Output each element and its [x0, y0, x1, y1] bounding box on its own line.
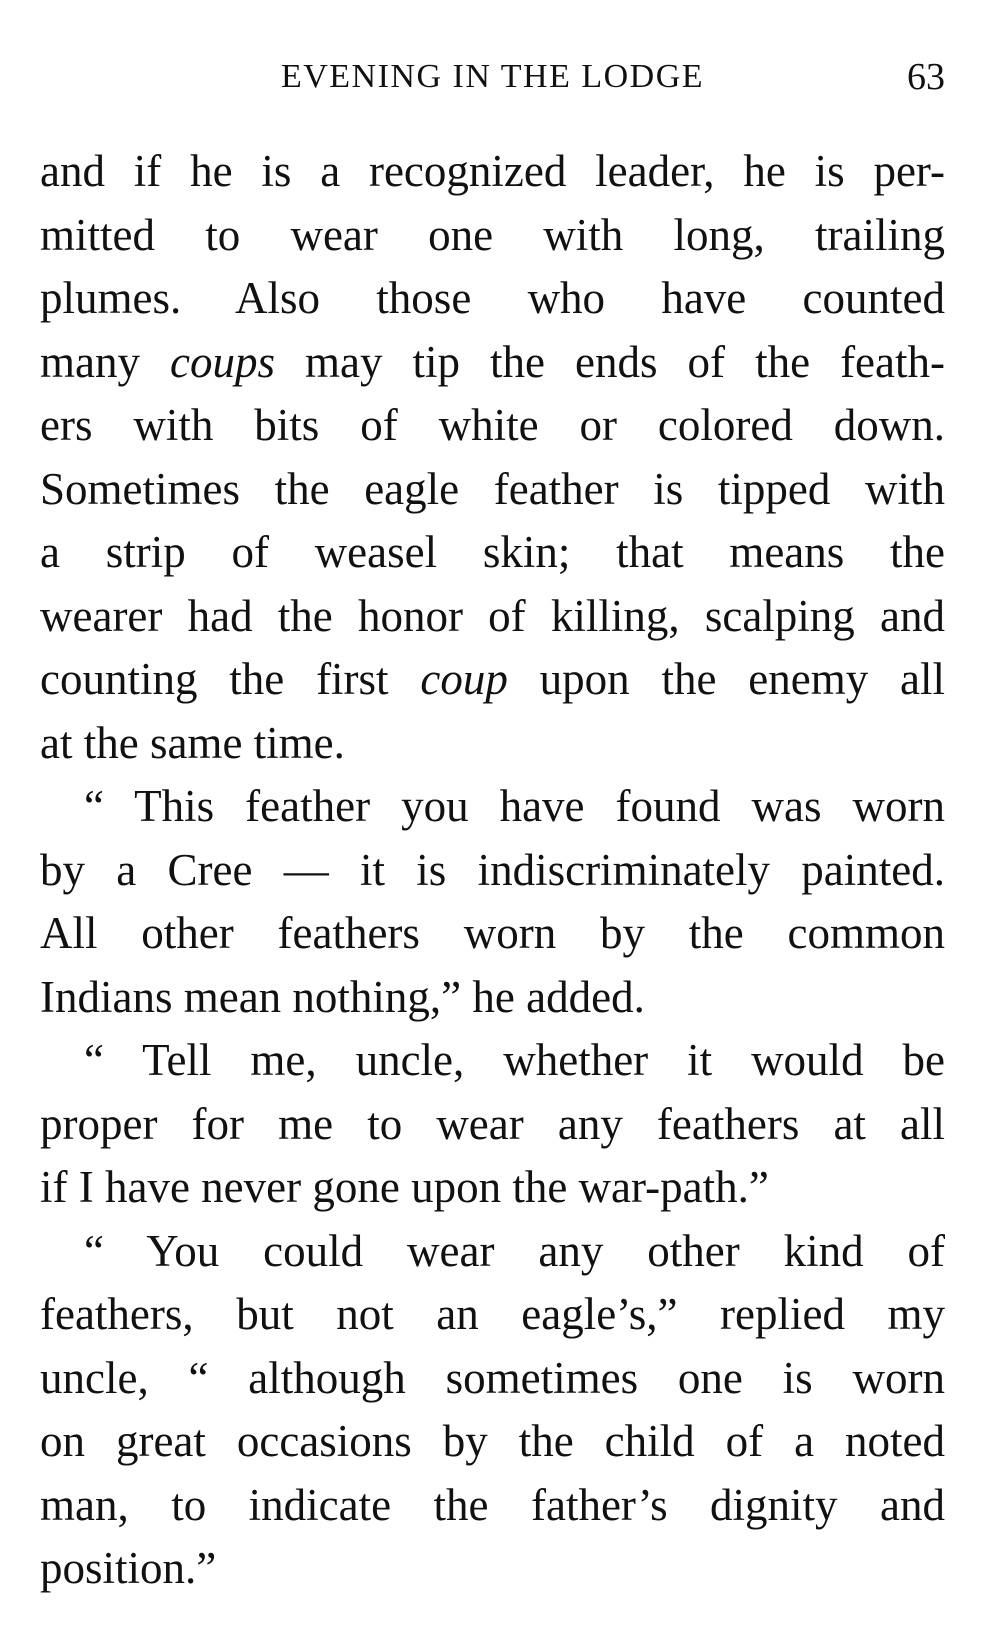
text-line: plumes. Also those who have counted [40, 273, 945, 323]
text-line: at the same time. [40, 717, 345, 768]
text-line: Indians mean nothing,” he added. [40, 971, 645, 1022]
text-line: “ Tell me, uncle, whether it would be [84, 1035, 945, 1085]
text-line: on great occasions by the child of a noted [40, 1416, 945, 1466]
text-line: mitted to wear one with long, trailing [40, 209, 945, 260]
page-number: 63 [907, 56, 945, 98]
text-line: proper for me to wear any feathers at all [40, 1098, 945, 1149]
text-line: wearer had the honor of killing, scalping and [40, 590, 945, 641]
italic-word: coup [420, 654, 508, 704]
text-line: and if he is a recognized leader, he is per- [40, 146, 945, 196]
text-line: by a Cree — it is indiscriminately painted. [40, 844, 945, 895]
running-head [40, 52, 945, 102]
text-line: man, to indicate the father’s dignity and [40, 1479, 945, 1530]
text-line: position.” [40, 1543, 217, 1593]
text-line: “ You could wear any other kind of [84, 1225, 945, 1276]
text-line: a strip of weasel skin; that means the [40, 527, 945, 577]
text-line: All other feathers worn by the common [40, 908, 945, 958]
text-line: if I have never gone upon the war-path.” [40, 1162, 769, 1212]
text-line: “ This feather you have found was worn [84, 781, 945, 831]
text-line: many coups may tip the ends of the feath- [40, 336, 945, 387]
text-line: feathers, but not an eagle’s,” replied my [40, 1289, 945, 1339]
text-line: Sometimes the eagle feather is tipped with [40, 463, 945, 514]
running-title: EVENING IN THE LODGE [280, 58, 705, 95]
italic-word: coups [170, 336, 275, 387]
text-line: ers with bits of white or colored down. [40, 400, 945, 450]
text-line: uncle, “ although sometimes one is worn [40, 1352, 945, 1403]
text-line: counting the first coup upon the enemy all [40, 654, 945, 704]
body-text [40, 140, 945, 1601]
